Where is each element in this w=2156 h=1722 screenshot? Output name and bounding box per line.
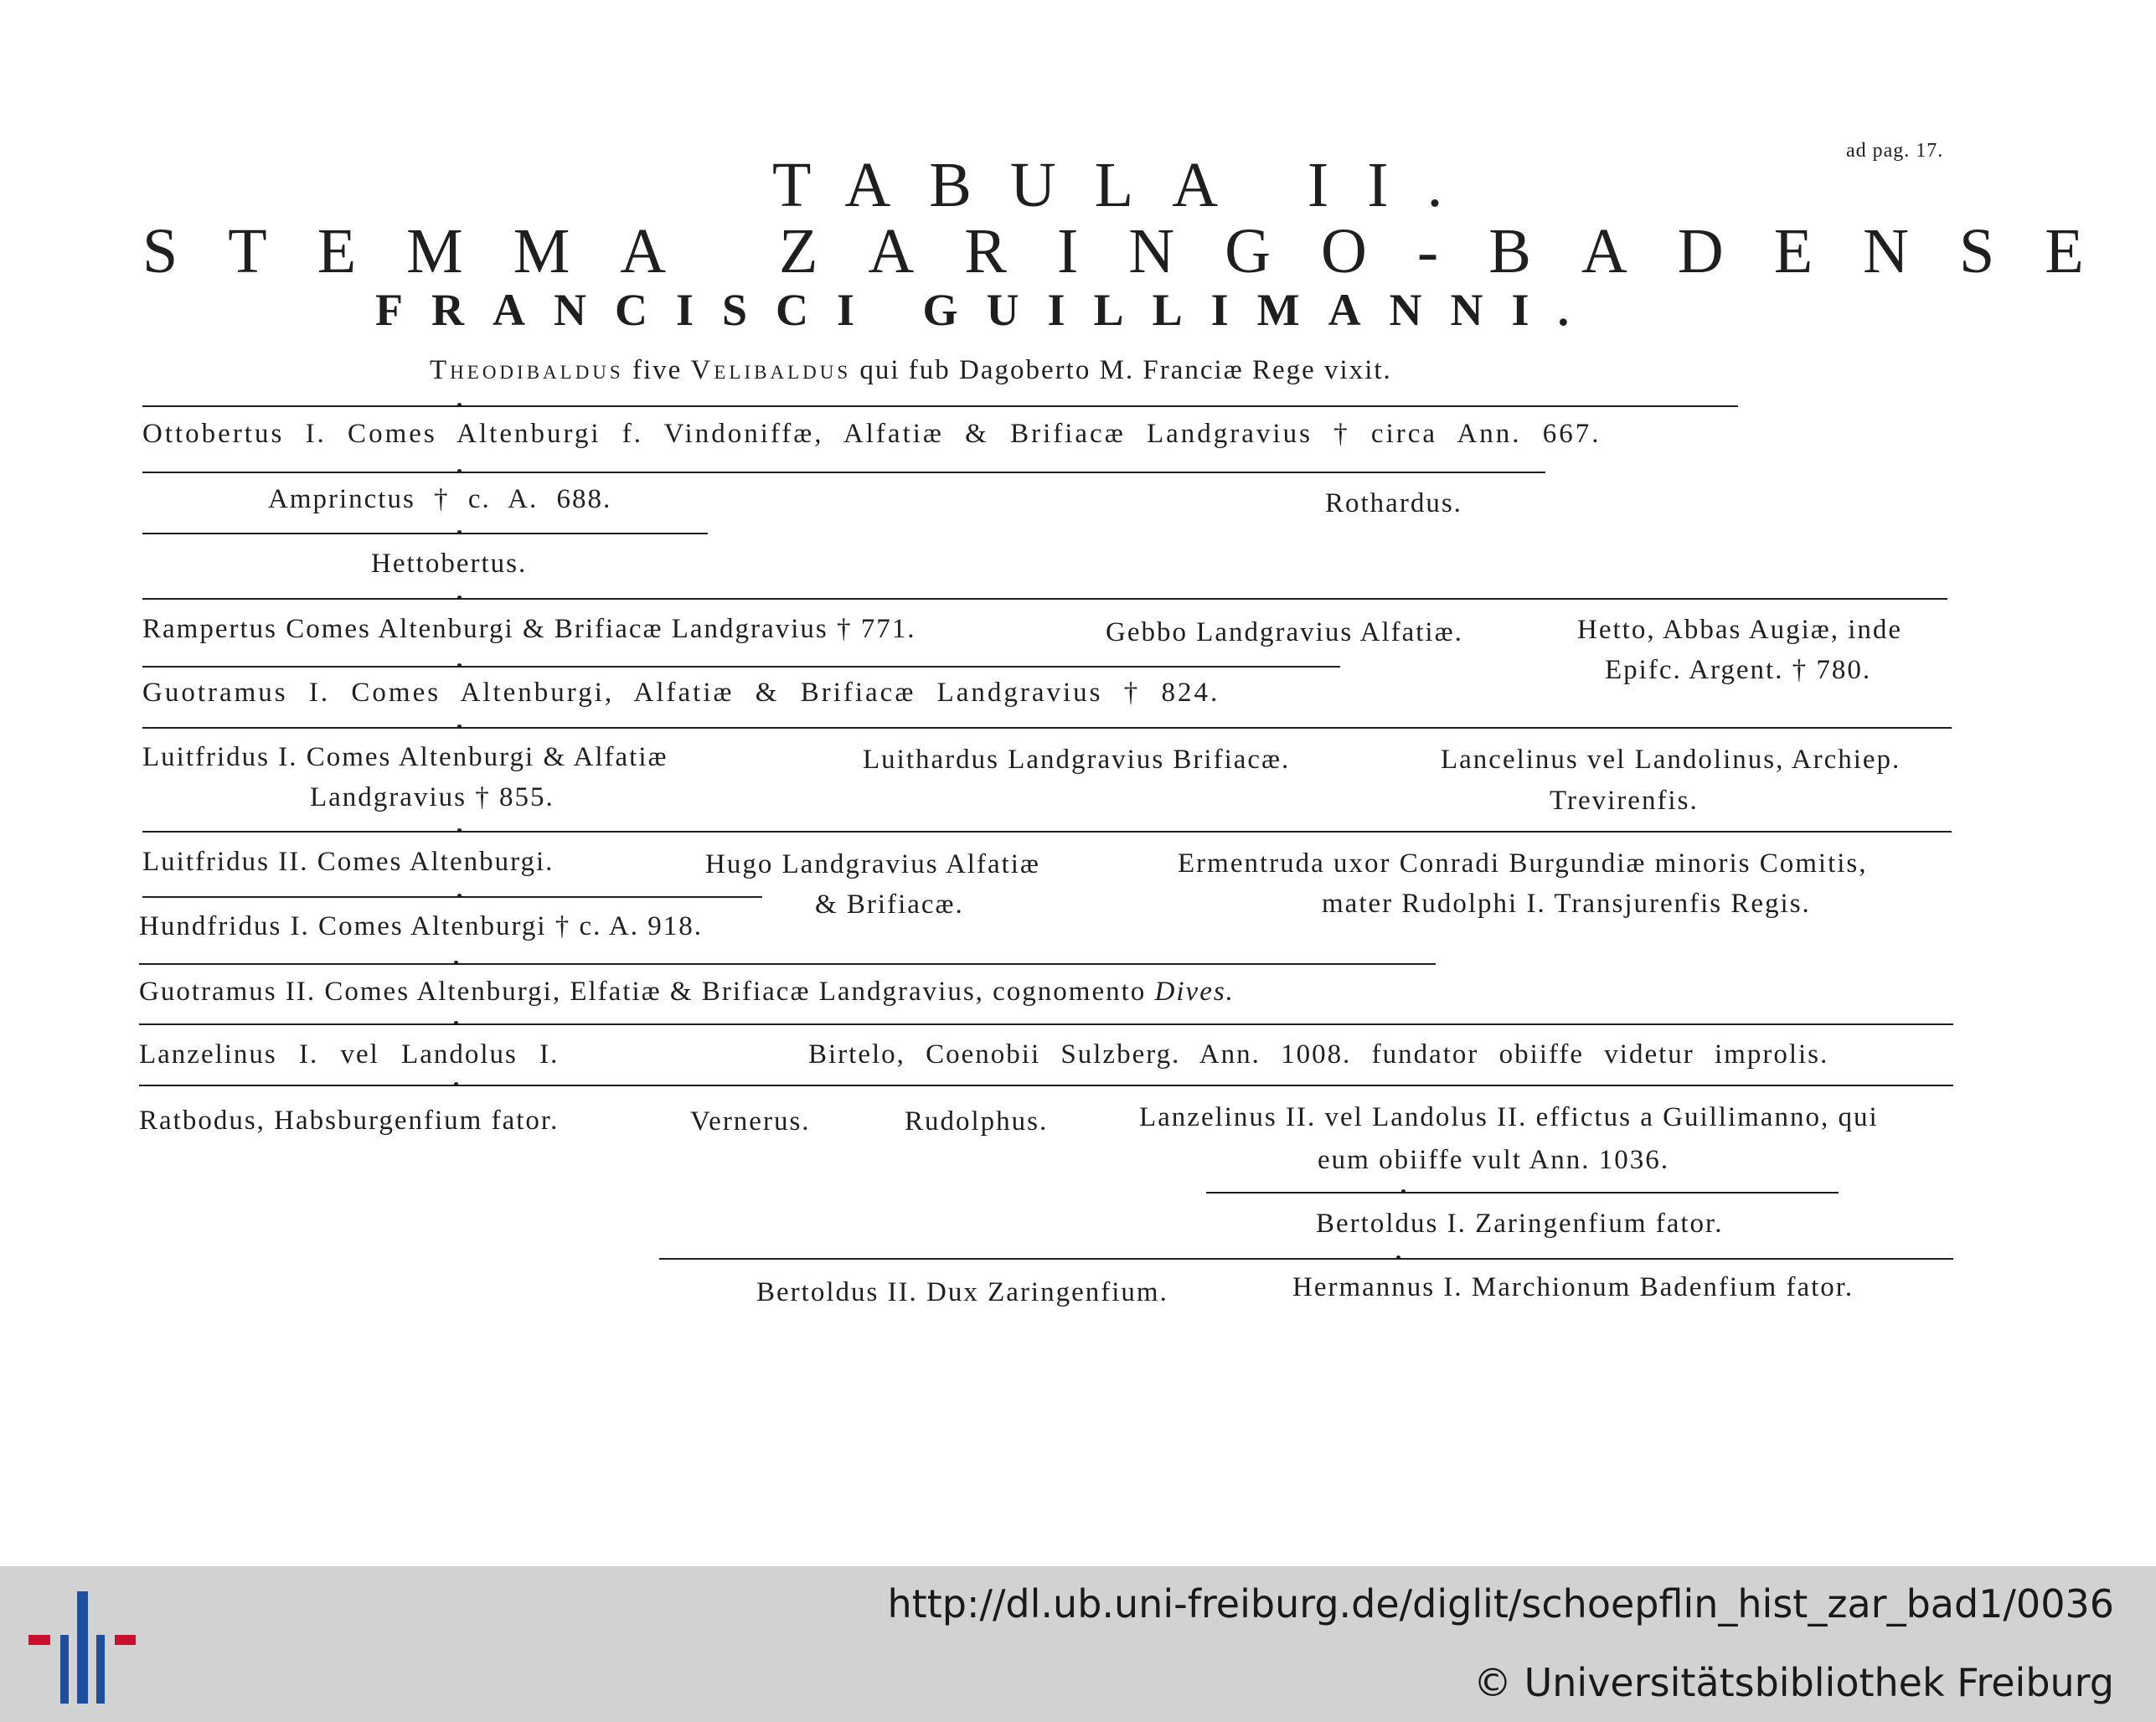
progenitor-name-2: Velibaldus <box>690 355 852 385</box>
author-title: FRANCISCI GUILLIMANNI. <box>375 285 1598 335</box>
entry-luitfridus-1-line-1: Luitfridus I. Comes Altenburgi & Alfatiæ <box>142 742 668 772</box>
rule-gen-6 <box>142 727 1952 729</box>
entry-hermannus: Hermannus I. Marchionum Badenfium fator. <box>1292 1272 1854 1302</box>
entry-hettobertus: Hettobertus. <box>371 549 528 579</box>
entry-rampertus: Rampertus Comes Altenburgi & Brifiacæ Landgravius † 771. <box>142 614 916 644</box>
progenitor-conjunction: five <box>632 355 683 385</box>
entry-hetto-line-2: Epifc. Argent. † 780. <box>1605 655 1872 685</box>
rule-gen-8 <box>142 896 762 898</box>
entry-lancelinus-line-2: Trevirenfis. <box>1550 786 1699 816</box>
entry-bertoldus-2: Bertoldus II. Dux Zaringenfium. <box>756 1277 1168 1307</box>
entry-hugo-line-1: Hugo Landgravius Alfatiæ <box>705 849 1040 879</box>
table-title: TABULA II. <box>772 150 1482 220</box>
rule-gen-10 <box>139 1023 1953 1025</box>
rule-gen-13 <box>659 1258 1953 1260</box>
source-url-link[interactable]: http://dl.ub.uni-freiburg.de/diglit/schoepflin_hist_zar_bad1/0036 <box>887 1581 2114 1627</box>
genealogy-title: STEMMA ZARINGO-BADENSE <box>142 216 2134 286</box>
entry-hugo-line-2: & Brifiacæ. <box>815 889 964 920</box>
guotramus-2-epithet: Dives. <box>1154 977 1235 1007</box>
entry-lanzelinus-2-line-2: eum obiiffe vult Ann. 1036. <box>1318 1145 1670 1175</box>
entry-ratbodus: Ratbodus, Habsburgenfium fator. <box>139 1106 560 1136</box>
entry-luitfridus-1-line-2: Landgravius † 855. <box>310 782 554 812</box>
rule-gen-5 <box>142 666 1340 668</box>
entry-amprinctus: Amprinctus † c. A. 688. <box>268 484 612 514</box>
copyright-notice: © Universitätsbibliothek Freiburg <box>1473 1660 2114 1705</box>
progenitor-line <box>430 357 1392 384</box>
entry-lanzelinus-2-line-1: Lanzelinus II. vel Landolus II. effictus a Guillimanno, qui <box>1139 1102 1879 1132</box>
rule-gen-7 <box>142 831 1952 833</box>
entry-vernerus: Vernerus. <box>690 1106 811 1137</box>
page-reference: ad pag. 17. <box>1846 140 1944 162</box>
entry-luitfridus-2: Luitfridus II. Comes Altenburgi. <box>142 847 554 877</box>
rule-gen-9 <box>139 963 1436 965</box>
rule-gen-1 <box>142 405 1738 407</box>
rule-gen-12 <box>1206 1192 1839 1194</box>
entry-luithardus: Luithardus Landgravius Brifiacæ. <box>863 745 1291 775</box>
entry-rothardus: Rothardus. <box>1325 488 1462 518</box>
rule-gen-4 <box>142 598 1947 600</box>
entry-rudolphus: Rudolphus. <box>905 1106 1049 1137</box>
entry-lanzelinus-1: Lanzelinus I. vel Landolus I. <box>139 1039 560 1070</box>
library-logo-icon <box>27 1591 136 1704</box>
entry-ottobertus: Ottobertus I. Comes Altenburgi f. Vindoniffæ, Alfatiæ & Brifiacæ Landgravius † circa Ann. 667. <box>142 419 1602 449</box>
entry-birtelo: Birtelo, Coenobii Sulzberg. Ann. 1008. fundator obiiffe videtur improlis. <box>808 1039 1829 1070</box>
rule-gen-3 <box>142 533 708 534</box>
rule-gen-11 <box>139 1085 1953 1086</box>
entry-hetto-line-1: Hetto, Abbas Augiæ, inde <box>1577 615 1903 645</box>
entry-bertoldus-1: Bertoldus I. Zaringenfium fator. <box>1316 1209 1724 1239</box>
rule-gen-2 <box>142 472 1545 473</box>
progenitor-name-1: Theodibaldus <box>430 355 624 385</box>
entry-ermentruda-line-2: mater Rudolphi I. Transjurenfis Regis. <box>1322 889 1811 919</box>
entry-guotramus-1: Guotramus I. Comes Altenburgi, Alfatiæ & Brifiacæ Landgravius † 824. <box>142 678 1220 708</box>
entry-hundfridus: Hundfridus I. Comes Altenburgi † c. A. 918. <box>139 911 703 941</box>
guotramus-2-text: Guotramus II. Comes Altenburgi, Elfatiæ & Brifiacæ Landgravius, cognomento <box>139 977 1147 1007</box>
entry-ermentruda-line-1: Ermentruda uxor Conradi Burgundiæ minoris Comitis, <box>1178 848 1868 879</box>
progenitor-description: qui fub Dagoberto M. Franciæ Rege vixit. <box>859 355 1392 385</box>
entry-gebbo: Gebbo Landgravius Alfatiæ. <box>1106 617 1463 647</box>
footer-band <box>0 1566 2156 1722</box>
entry-lancelinus-line-1: Lancelinus vel Landolinus, Archiep. <box>1441 745 1901 775</box>
entry-guotramus-2 <box>139 978 1235 1006</box>
